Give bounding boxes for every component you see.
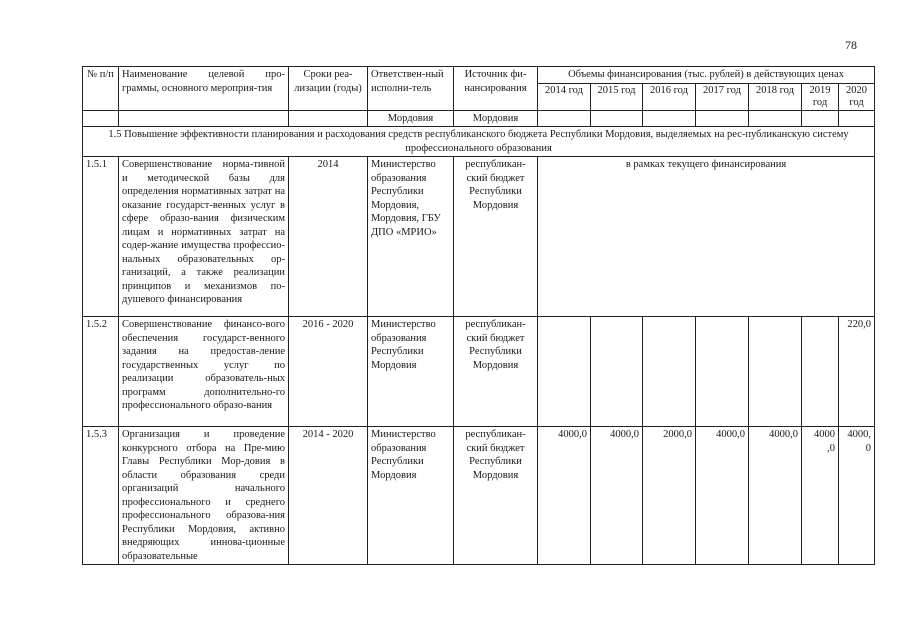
row-value: 4000, 0 xyxy=(839,427,875,565)
row-responsible: Министерство образования Республики Мордовия xyxy=(368,317,454,427)
header-name: Наименование целевой про-граммы, основного мероприя-тия xyxy=(119,67,289,111)
table-row xyxy=(83,317,875,427)
row-value: 2000,0 xyxy=(643,427,696,565)
page-number: 78 xyxy=(845,38,857,52)
row-value: 4000,0 xyxy=(591,427,643,565)
row-num: 1.5.2 xyxy=(83,317,119,427)
carry-responsible: Мордовия xyxy=(368,110,454,127)
header-terms: Сроки реа-лизации (годы) xyxy=(289,67,368,111)
row-name: Совершенствование финансо-вого обеспечения государст-венного задания на предостав-ление государственных услуг по реализации образователь-ных программ дополнительно-го профессионального образо-вания xyxy=(119,317,289,427)
header-year: 2016 год xyxy=(643,83,696,110)
row-responsible: Министерство образования Республики Мордовия xyxy=(368,427,454,565)
financing-table xyxy=(82,66,875,565)
section-row xyxy=(83,127,875,157)
row-terms: 2016 - 2020 xyxy=(289,317,368,427)
header-year: 2015 год xyxy=(591,83,643,110)
header-year: 2014 год xyxy=(538,83,591,110)
table-row xyxy=(83,157,875,317)
row-value: 220,0 xyxy=(839,317,875,427)
header-year: 2018 год xyxy=(749,83,802,110)
section-title: 1.5 Повышение эффективности планирования и расходования средств республиканского бюджета Республики Мордовия, выделяемых на рес-публиканскую систему профессионального образования xyxy=(83,127,875,157)
row-source: республикан-ский бюджет Республики Мордовия xyxy=(454,427,538,565)
row-value xyxy=(749,317,802,427)
row-value xyxy=(538,317,591,427)
row-terms: 2014 - 2020 xyxy=(289,427,368,565)
row-value: 4000,0 xyxy=(749,427,802,565)
row-value xyxy=(696,317,749,427)
row-source: республикан-ский бюджет Республики Мордовия xyxy=(454,317,538,427)
row-responsible: Министерство образования Республики Мордовия, Мордовия, ГБУ ДПО «МРИО» xyxy=(368,157,454,317)
header-year: 2019 год xyxy=(802,83,839,110)
table-header-row xyxy=(83,67,875,84)
row-value xyxy=(802,317,839,427)
header-responsible: Ответствен-ный исполни-тель xyxy=(368,67,454,111)
header-year: 2017 год xyxy=(696,83,749,110)
row-value xyxy=(591,317,643,427)
table-row xyxy=(83,427,875,565)
row-terms: 2014 xyxy=(289,157,368,317)
row-value xyxy=(643,317,696,427)
row-value: 4000 ,0 xyxy=(802,427,839,565)
header-volumes: Объемы финансирования (тыс. рублей) в действующих ценах xyxy=(538,67,875,84)
row-value: 4000,0 xyxy=(538,427,591,565)
row-name: Совершенствование норма-тивной и методической базы для определения нормативных затрат на оказание государст-венных услуг в сфере образо-вания физическим лицам и нормативных затрат на содер-жание имущества профессио-нальных образовательных ор-ганизаций, а также реализации принципов и механизмов по-душевого финансирования xyxy=(119,157,289,317)
carry-source: Мордовия xyxy=(454,110,538,127)
header-num: № п/п xyxy=(83,67,119,111)
header-source: Источник фи-нансирования xyxy=(454,67,538,111)
row-name: Организация и проведение конкурсного отбора на Пре-мию Главы Республики Мор-довия в области образования среди организаций начального профессионального и среднего профессионального образова-ния Республики Мордовия, активно внедряющих иннова-ционные образовательные xyxy=(119,427,289,565)
row-financing-note: в рамках текущего финансирования xyxy=(538,157,875,317)
header-year: 2020 год xyxy=(839,83,875,110)
row-num: 1.5.3 xyxy=(83,427,119,565)
row-num: 1.5.1 xyxy=(83,157,119,317)
carry-over-row xyxy=(83,110,875,127)
row-value: 4000,0 xyxy=(696,427,749,565)
row-source: республикан-ский бюджет Республики Мордовия xyxy=(454,157,538,317)
